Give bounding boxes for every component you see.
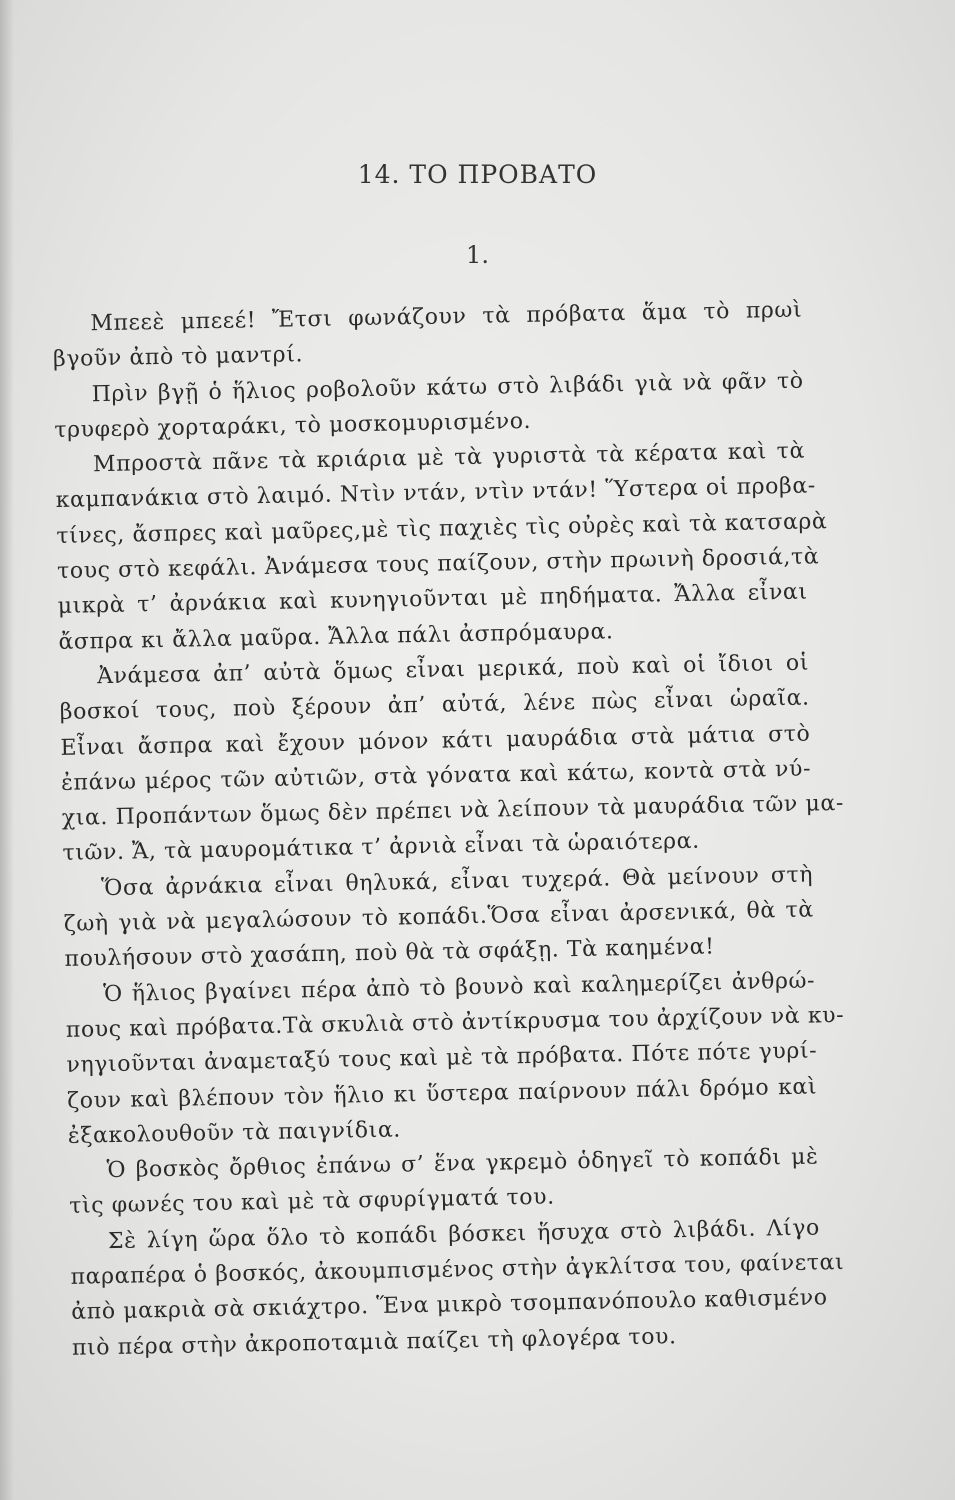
- text-line: ζωὴ γιὰ νὰ μεγαλώσουν τὸ κοπάδι.Ὅσα εἶναι ἀρσενικά, θὰ τὰ: [63, 897, 814, 937]
- text-line: χια. Προπάντων ὅμως δὲν πρέπει νὰ λείπουν τὰ μαυράδια τῶν μα-: [61, 791, 845, 832]
- text-line: ἄσπρα κι ἄλλα μαῦρα. Ἄλλα πάλι ἀσπρόμαυρα.: [58, 618, 614, 655]
- text-line: τίνες, ἄσπρες καὶ μαῦρες,μὲ τὶς παχιὲς τὶς οὐρὲς καὶ τὰ κατσαρὰ: [56, 508, 828, 549]
- text-line: Σὲ λίγη ὥρα ὅλο τὸ κοπάδι βόσκει ἥσυχα στὸ λιβάδι. Λίγο: [107, 1215, 821, 1254]
- text-line: Ὁ ἥλιος βγαίνει πέρα ἀπὸ τὸ βουνὸ καὶ καλημερίζει ἀνθρώ-: [102, 968, 816, 1007]
- text-line: βγοῦν ἀπὸ τὸ μαντρί.: [52, 342, 304, 373]
- text-line: τὶς φωνές του καὶ μὲ τὰ σφυρίγματά του.: [69, 1184, 555, 1220]
- text-line: Ὁ βοσκὸς ὄρθιος ἐπάνω σ’ ἕνα γκρεμὸ ὁδηγεῖ τὸ κοπάδι μὲ: [106, 1144, 819, 1184]
- text-line: ἐξακολουθοῦν τὰ παιγνίδια.: [67, 1117, 402, 1149]
- chapter-title: 14. ΤΟ ΠΡΟΒΑΤΟ: [357, 160, 598, 189]
- text-line: Μπροστὰ πᾶνε τὰ κριάρια μὲ τὰ γυριστὰ τὰ κέρατα καὶ τὰ: [92, 438, 806, 478]
- text-line: τους στὸ κεφάλι. Ἀνάμεσα τους παίζουν, στὴν πρωινὴ δροσιά,τὰ: [56, 544, 820, 585]
- text-line: ἐπάνω μέρος τῶν αὐτιῶν, στὰ γόνατα καὶ κάτω, κοντὰ στὰ νύ-: [60, 756, 812, 796]
- text-line: τιῶν. Ἄ, τὰ μαυρομάτικα τ’ ἀρνιὰ εἶναι τὰ ὡραιότερα.: [62, 829, 700, 867]
- page-shadow-edge: [0, 0, 14, 1500]
- text-line: Ὅσα ἀρνάκια εἶναι θηλυκά, εἶναι τυχερά. Θὰ μείνουν στὴ: [100, 862, 814, 901]
- text-line: ἀπὸ μακριὰ σὰ σκιάχτρο. Ἕνα μικρὸ τσομπανόπουλο καθισμένο: [71, 1285, 828, 1326]
- text-line: Ἀνάμεσα ἀπ’ αὐτὰ ὅμως εἶναι μερικά, ποὺ καὶ οἱ ἴδιοι οἱ: [96, 650, 810, 690]
- body-text: [52, 293, 845, 1366]
- text-line: ζουν καὶ βλέπουν τὸν ἥλιο κι ὕστερα παίρνουν πάλι δρόμο καὶ: [67, 1073, 818, 1114]
- text-line: Μπεεὲ μπεεέ! Ἔτσι φωνάζουν τὰ πρόβατα ἅμα τὸ πρωὶ: [90, 297, 803, 337]
- text-line: καμπανάκια στὸ λαιμό. Ντὶν ντάν, ντὶν ντάν! Ὕστερα οἱ προβα-: [55, 473, 817, 514]
- section-number: 1.: [466, 241, 489, 269]
- text-line: τρυφερὸ χορταράκι, τὸ μοσκομυρισμένο.: [54, 408, 532, 443]
- text-line: παραπέρα ὁ βοσκός, ἀκουμπισμένος στὴν ἀγκλίτσα του, φαίνεται: [70, 1249, 845, 1290]
- text-line: πιὸ πέρα στὴν ἀκροποταμιὰ παίζει τὴ φλογέρα του.: [71, 1323, 677, 1361]
- text-line: βοσκοί τους, ποὺ ξέρουν ἀπ’ αὐτά, λένε πὼς εἶναι ὡραῖα.: [59, 685, 810, 726]
- text-line: νηγιοῦνται ἀναμεταξύ τους καὶ μὲ τὰ πρόβατα. Πότε πότε γυρί-: [66, 1038, 818, 1079]
- text-line: πουλήσουν στὸ χασάπη, ποὺ θὰ τὰ σφάξῃ. Τὰ καημένα!: [64, 934, 715, 973]
- text-line: Πρὶν βγῇ ὁ ἥλιος ροβολοῦν κάτω στὸ λιβάδι γιὰ νὰ φᾶν τὸ: [91, 368, 804, 407]
- text-line: μικρὰ τ’ ἀρνάκια καὶ κυνηγιοῦνται μὲ πηδήματα. Ἄλλα εἶναι: [57, 579, 808, 620]
- text-line: πους καὶ πρόβατα.Τὰ σκυλιὰ στὸ ἀντίκρυσμα του ἀρχίζουν νὰ κυ-: [65, 1002, 845, 1043]
- text-line: Εἶναι ἄσπρα καὶ ἔχουν μόνον κάτι μαυράδια στὰ μάτια στὸ: [60, 721, 811, 761]
